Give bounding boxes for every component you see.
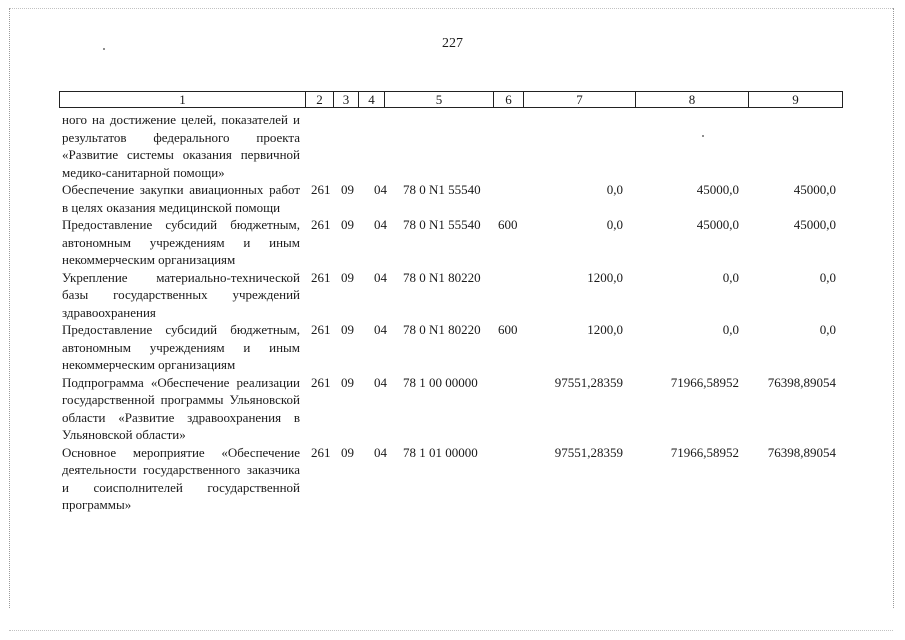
cell-amount-1: 97551,28359 [554,374,623,390]
budget-table-body [62,111,842,514]
cell-target-article: 78 1 00 00000 [403,374,478,390]
header-col-5: 5 [385,92,494,107]
scan-border-right [893,8,894,608]
cell-amount-1: 1200,0 [587,269,623,285]
cell-amount-1: 1200,0 [587,322,623,337]
cell-ministry: 261 [311,269,331,285]
cell-amount-2: 0,0 [722,269,739,285]
cell-target-article: 78 1 01 00000 [403,444,478,460]
cell-subsection: 04 [374,444,387,460]
cell-amount-3: 76398,89054 [767,444,836,460]
cell-section: 09 [341,322,354,337]
row-description: Основное мероприятие «Обеспечение деятельности государственного заказчика и соисполнителей государственной программы» [62,444,300,512]
cell-section: 09 [341,374,354,390]
cell-subsection: 04 [374,269,387,285]
row-description: Обеспечение закупки авиационных работ в целях оказания медицинской помощи [62,182,300,215]
cell-section: 09 [341,269,354,285]
header-col-8: 8 [636,92,749,107]
cell-target-article: 78 0 N1 80220 [403,269,481,285]
cell-amount-2: 71966,58952 [670,444,739,460]
table-header [59,91,843,108]
cell-expense-type: 600 [498,322,518,337]
header-col-3: 3 [334,92,359,107]
cell-section: 09 [341,182,354,197]
header-col-9: 9 [792,92,799,107]
cell-ministry: 261 [311,217,331,232]
row-description: ного на достижение целей, показателей и результатов федерального проекта «Развитие системы оказания первичной медико-санитарной помощи» [62,112,300,180]
cell-subsection: 04 [374,217,387,232]
table-row [62,374,842,444]
page-number: 227 [442,36,463,51]
cell-amount-1: 0,0 [606,217,623,232]
table-row [62,111,842,181]
cell-ministry: 261 [311,374,331,390]
cell-target-article: 78 0 N1 55540 [403,182,481,197]
cell-target-article: 78 0 N1 80220 [403,322,481,337]
header-col-2: 2 [306,92,334,107]
header-col-7: 7 [524,92,636,107]
header-col-6: 6 [494,92,524,107]
cell-subsection: 04 [374,322,387,337]
row-description: Предоставление субсидий бюджетным, автономным учреждениям и иным некоммерческим организациям [62,322,300,372]
table-row [62,269,842,322]
cell-amount-2: 45000,0 [696,182,739,197]
cell-amount-1: 97551,28359 [554,444,623,460]
scan-border-bottom [9,630,893,631]
cell-amount-2: 0,0 [722,322,739,337]
table-row [62,181,842,216]
row-description: Подпрограмма «Обеспечение реализации государственной программы Ульяновской области «Развитие здравоохранения в Ульяновской области» [62,374,300,442]
table-row [62,444,842,514]
row-description: Предоставление субсидий бюджетным, автономным учреждениям и иным некоммерческим организациям [62,217,300,267]
cell-amount-2: 71966,58952 [670,374,739,390]
header-col-4: 4 [359,92,385,107]
cell-amount-3: 76398,89054 [767,374,836,390]
cell-expense-type: 600 [498,217,518,232]
cell-subsection: 04 [374,182,387,197]
header-col-1: 1 [60,92,306,107]
cell-amount-3: 45000,0 [793,217,836,232]
cell-amount-3: 0,0 [819,322,836,337]
cell-amount-3: 45000,0 [793,182,836,197]
cell-ministry: 261 [311,182,331,197]
cell-target-article: 78 0 N1 55540 [403,217,481,232]
scan-border-top [9,8,893,9]
table-row [62,321,842,374]
table-row [62,216,842,269]
cell-amount-2: 45000,0 [696,217,739,232]
scan-border-left [9,8,10,608]
cell-section: 09 [341,217,354,232]
cell-ministry: 261 [311,444,331,460]
cell-section: 09 [341,444,354,460]
row-description: Укрепление материально-технической базы государственных учреждений здравоохранения [62,269,300,320]
cell-ministry: 261 [311,322,331,337]
cell-amount-1: 0,0 [606,182,623,197]
cell-subsection: 04 [374,374,387,390]
cell-amount-3: 0,0 [819,269,836,285]
